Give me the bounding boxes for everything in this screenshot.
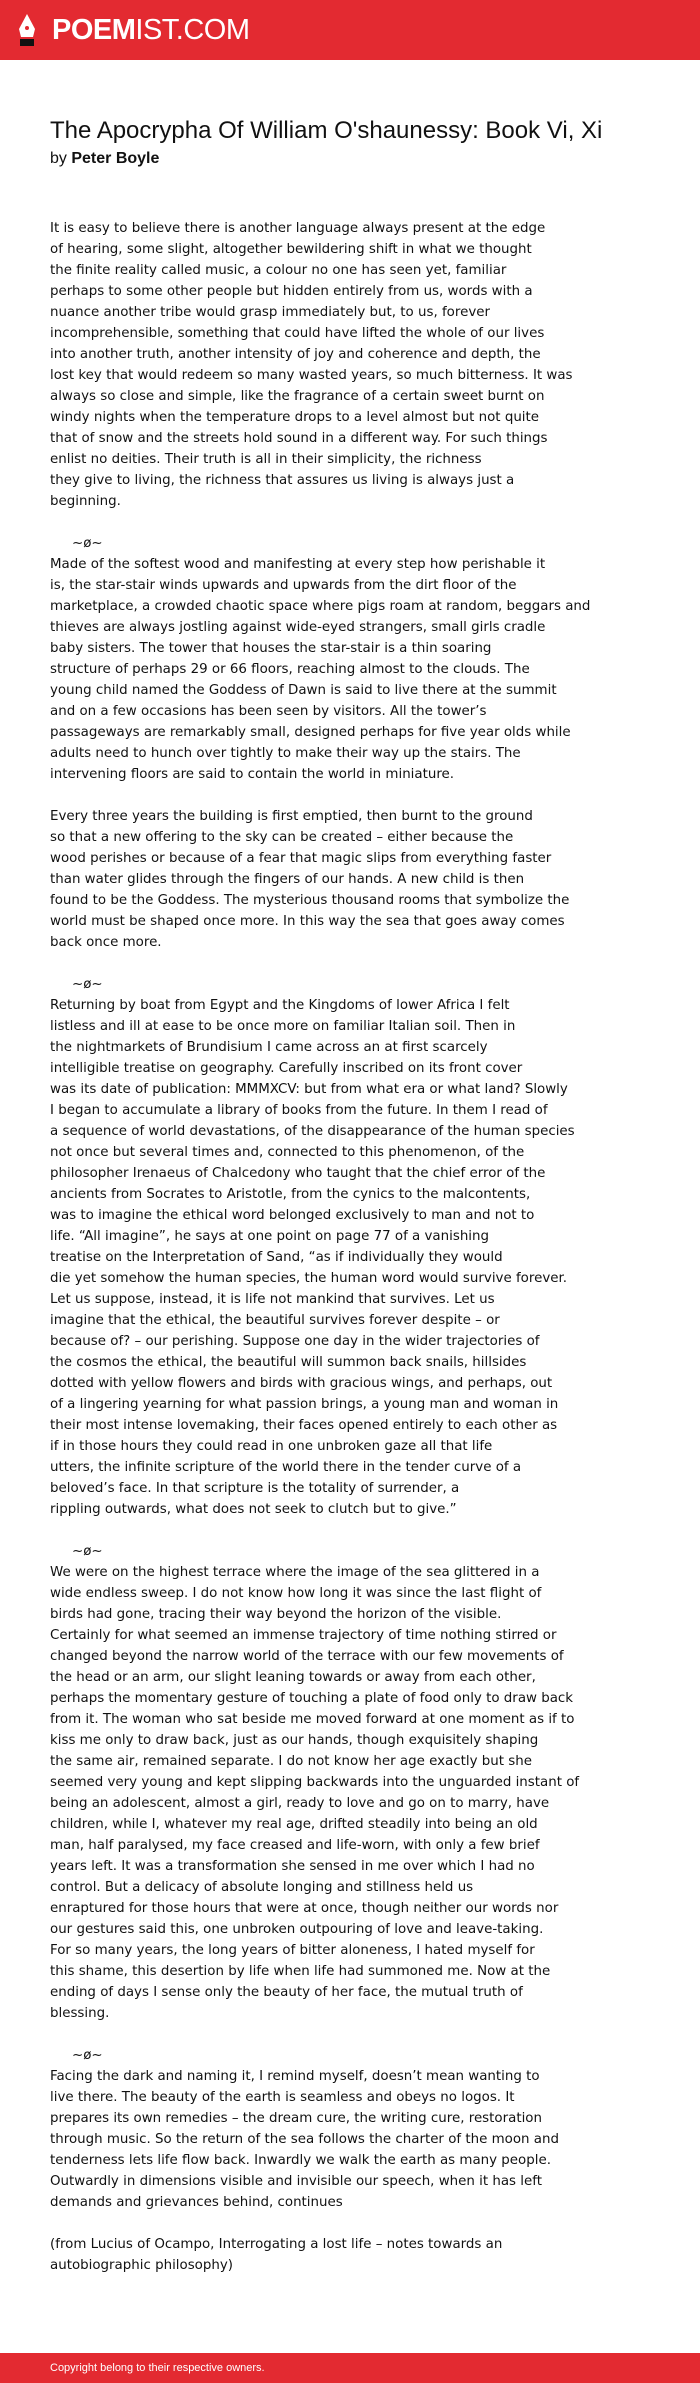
poem-line: beloved’s face. In that scripture is the totality of surrender, a bbox=[50, 1481, 460, 1496]
poem-line: perhaps to some other people but hidden entirely from us, words with a bbox=[50, 284, 533, 299]
section-separator: ~ø~ bbox=[72, 2048, 103, 2063]
poem-line: passageways are remarkably small, designed perhaps for five year olds while bbox=[50, 725, 571, 740]
poem-line: that of snow and the streets hold sound in a different way. For such things bbox=[50, 431, 548, 446]
section-separator: ~ø~ bbox=[72, 1544, 103, 1559]
poem-line: world must be shaped once more. In this way the sea that goes away comes bbox=[50, 914, 565, 929]
poem-line: philosopher Irenaeus of Chalcedony who taught that the chief error of the bbox=[50, 1166, 546, 1181]
author-link[interactable]: Peter Boyle bbox=[71, 150, 160, 167]
poem-line: prepares its own remedies – the dream cure, the writing cure, restoration bbox=[50, 2111, 542, 2126]
poem-line: this shame, this desertion by life when life had summoned me. Now at the bbox=[50, 1964, 551, 1979]
poem-line: through music. So the return of the sea follows the charter of the moon and bbox=[50, 2132, 559, 2147]
by-prefix: by bbox=[50, 150, 67, 167]
stanza-break bbox=[50, 2024, 690, 2045]
poem-line: than water glides through the fingers of our hands. A new child is then bbox=[50, 872, 525, 887]
poem-line: enlist no deities. Their truth is all in their simplicity, the richness bbox=[50, 452, 482, 467]
poem-line: perhaps the momentary gesture of touching a plate of food only to draw back bbox=[50, 1691, 574, 1706]
poem-line: Certainly for what seemed an immense trajectory of time nothing stirred or bbox=[50, 1628, 557, 1643]
poem-line: control. But a delicacy of absolute longing and stillness held us bbox=[50, 1880, 474, 1895]
poem-line: intervening floors are said to contain the world in miniature. bbox=[50, 767, 455, 782]
poem-line: and on a few occasions has been seen by visitors. All the tower’s bbox=[50, 704, 487, 719]
poem-line: dotted with yellow flowers and birds with gracious wings, and perhaps, out bbox=[50, 1376, 553, 1391]
poem-line: Facing the dark and naming it, I remind myself, doesn’t mean wanting to bbox=[50, 2069, 540, 2084]
poem-line: our gestures said this, one unbroken outpouring of love and leave-taking. bbox=[50, 1922, 544, 1937]
stanza-break bbox=[50, 953, 690, 974]
site-footer bbox=[0, 2353, 700, 2383]
poem-line: kiss me only to draw back, just as our hands, though exquisitely shaping bbox=[50, 1733, 539, 1748]
poem-line: ending of days I sense only the beauty of her face, the mutual truth of bbox=[50, 1985, 523, 2000]
poem-line: autobiographic philosophy) bbox=[50, 2258, 234, 2273]
poem-line: seemed very young and kept slipping backwards into the unguarded instant of bbox=[50, 1775, 580, 1790]
poem-line: structure of perhaps 29 or 66 floors, reaching almost to the clouds. The bbox=[50, 662, 530, 677]
poem-line: changed beyond the narrow world of the terrace with our few movements of bbox=[50, 1649, 564, 1664]
poem-line: years left. It was a transformation she sensed in me over which I had no bbox=[50, 1859, 535, 1874]
poem-line: incomprehensible, something that could have lifted the whole of our lives bbox=[50, 326, 545, 341]
poem-line: live there. The beauty of the earth is seamless and obeys no logos. It bbox=[50, 2090, 515, 2105]
poem-line: utters, the infinite scripture of the world there in the tender curve of a bbox=[50, 1460, 522, 1475]
site-logo[interactable] bbox=[16, 13, 250, 47]
poem-line: young child named the Goddess of Dawn is said to live there at the summit bbox=[50, 683, 557, 698]
poem-line: children, while I, whatever my real age, drifted steadily into being an old bbox=[50, 1817, 538, 1832]
poem-line: birds had gone, tracing their way beyond the horizon of the visible. bbox=[50, 1607, 502, 1622]
poem-body bbox=[50, 218, 690, 2276]
poem-line: thieves are always jostling against wide-eyed strangers, small girls cradle bbox=[50, 620, 546, 635]
poem-line: found to be the Goddess. The mysterious thousand rooms that symbolize the bbox=[50, 893, 570, 908]
poem-line: Made of the softest wood and manifesting at every step how perishable it bbox=[50, 557, 546, 572]
poem-line: treatise on the Interpretation of Sand, “as if individually they would bbox=[50, 1250, 503, 1265]
logo-bold: POEM bbox=[52, 14, 136, 46]
poem-line: lost key that would redeem so many wasted years, so much bitterness. It was bbox=[50, 368, 573, 383]
poem-line: the cosmos the ethical, the beautiful will summon back snails, hillsides bbox=[50, 1355, 527, 1370]
poem-line: so that a new offering to the sky can be created – either because the bbox=[50, 830, 514, 845]
poem-line: the same air, remained separate. I do not know her age exactly but she bbox=[50, 1754, 532, 1769]
poem-line: the nightmarkets of Brundisium I came across an at first scarcely bbox=[50, 1040, 488, 1055]
poem-line: ancients from Socrates to Aristotle, from the cynics to the malcontents, bbox=[50, 1187, 531, 1202]
poem-line: Every three years the building is first emptied, then burnt to the ground bbox=[50, 809, 533, 824]
stanza-break bbox=[50, 2213, 690, 2234]
poem-line: imagine that the ethical, the beautiful survives forever despite – or bbox=[50, 1313, 500, 1328]
poem-line: being an adolescent, almost a girl, ready to love and go on to marry, have bbox=[50, 1796, 550, 1811]
stanza-break bbox=[50, 1520, 690, 1541]
poem-line: We were on the highest terrace where the image of the sea glittered in a bbox=[50, 1565, 540, 1580]
poem-line: windy nights when the temperature drops to a level almost but not quite bbox=[50, 410, 540, 425]
poem-line: beginning. bbox=[50, 494, 121, 509]
poem-line: intelligible treatise on geography. Carefully inscribed on its front cover bbox=[50, 1061, 523, 1076]
poem-line: die yet somehow the human species, the human word would survive forever. bbox=[50, 1271, 568, 1286]
poem-line: they give to living, the richness that assures us living is always just a bbox=[50, 473, 515, 488]
poem-line: if in those hours they could read in one unbroken gaze all that life bbox=[50, 1439, 493, 1454]
poem-line: back once more. bbox=[50, 935, 162, 950]
poem-line: the finite reality called music, a colour no one has seen yet, familiar bbox=[50, 263, 507, 278]
poem-line: tenderness lets life flow back. Inwardly we walk the earth as many people. bbox=[50, 2153, 551, 2168]
stanza-break bbox=[50, 785, 690, 806]
poem-line: from it. The woman who sat beside me moved forward at one moment as if to bbox=[50, 1712, 575, 1727]
poem-line: It is easy to believe there is another language always present at the edge bbox=[50, 221, 546, 236]
poem-line: their most intense lovemaking, their faces opened entirely to each other as bbox=[50, 1418, 558, 1433]
section-separator: ~ø~ bbox=[72, 536, 103, 551]
poem-line: I began to accumulate a library of books from the future. In them I read of bbox=[50, 1103, 548, 1118]
poem-line: adults need to hunch over tightly to make their way up the stairs. The bbox=[50, 746, 521, 761]
poem-line: wood perishes or because of a fear that magic slips from everything faster bbox=[50, 851, 552, 866]
pen-nib-icon bbox=[16, 13, 38, 47]
poem-line: a sequence of world devastations, of the disappearance of the human species bbox=[50, 1124, 575, 1139]
poem-line: was to imagine the ethical word belonged exclusively to man and not to bbox=[50, 1208, 535, 1223]
poem-line: life. “All imagine”, he says at one point on page 77 of a vanishing bbox=[50, 1229, 490, 1244]
poem-line: into another truth, another intensity of joy and coherence and depth, the bbox=[50, 347, 541, 362]
poem-line: Let us suppose, instead, it is life not mankind that survives. Let us bbox=[50, 1292, 495, 1307]
poem-line: man, half paralysed, my face creased and life-worn, with only a few brief bbox=[50, 1838, 540, 1853]
poem-line: marketplace, a crowded chaotic space where pigs roam at random, beggars and bbox=[50, 599, 591, 614]
poem-line: baby sisters. The tower that houses the star-stair is a thin soaring bbox=[50, 641, 492, 656]
poem-title: The Apocrypha Of William O'shaunessy: Book Vi, Xi bbox=[50, 117, 603, 144]
poem-line: demands and grievances behind, continues bbox=[50, 2195, 343, 2210]
poem-line: nuance another tribe would grasp immediately but, to us, forever bbox=[50, 305, 490, 320]
poem-line: listless and ill at ease to be once more on familiar Italian soil. Then in bbox=[50, 1019, 516, 1034]
poem-line: blessing. bbox=[50, 2006, 110, 2021]
poem-line: Outwardly in dimensions visible and invisible our speech, when it has left bbox=[50, 2174, 542, 2189]
stanza-break bbox=[50, 512, 690, 533]
poem-line: For so many years, the long years of bitter aloneness, I hated myself for bbox=[50, 1943, 535, 1958]
site-header bbox=[0, 0, 700, 60]
byline bbox=[50, 148, 159, 170]
section-separator: ~ø~ bbox=[72, 977, 103, 992]
copyright-notice: Copyright belong to their respective owners. bbox=[50, 2362, 265, 2374]
poem-line: is, the star-stair winds upwards and upwards from the dirt floor of the bbox=[50, 578, 517, 593]
poem-line: wide endless sweep. I do not know how long it was since the last flight of bbox=[50, 1586, 542, 1601]
poem-line: the head or an arm, our slight leaning towards or away from each other, bbox=[50, 1670, 536, 1685]
poem-line: rippling outwards, what does not seek to clutch but to give.” bbox=[50, 1502, 457, 1517]
poem-line: because of? – our perishing. Suppose one day in the wider trajectories of bbox=[50, 1334, 540, 1349]
logo-light: IST.COM bbox=[135, 14, 250, 46]
poem-line: was its date of publication: MMMXCV: but from what era or what land? Slowly bbox=[50, 1082, 568, 1097]
poem-line: always so close and simple, like the fragrance of a certain sweet burnt on bbox=[50, 389, 545, 404]
poem-line: Returning by boat from Egypt and the Kingdoms of lower Africa I felt bbox=[50, 998, 510, 1013]
poem-line: enraptured for those hours that were at once, though neither our words nor bbox=[50, 1901, 559, 1916]
site-logo-text bbox=[52, 13, 250, 47]
poem-line: (from Lucius of Ocampo, Interrogating a lost life – notes towards an bbox=[50, 2237, 503, 2252]
poem-line: not once but several times and, connected to this phenomenon, of the bbox=[50, 1145, 525, 1160]
poem-line: of hearing, some slight, altogether bewildering shift in what we thought bbox=[50, 242, 532, 257]
poem-line: of a lingering yearning for what passion brings, a young man and woman in bbox=[50, 1397, 559, 1412]
